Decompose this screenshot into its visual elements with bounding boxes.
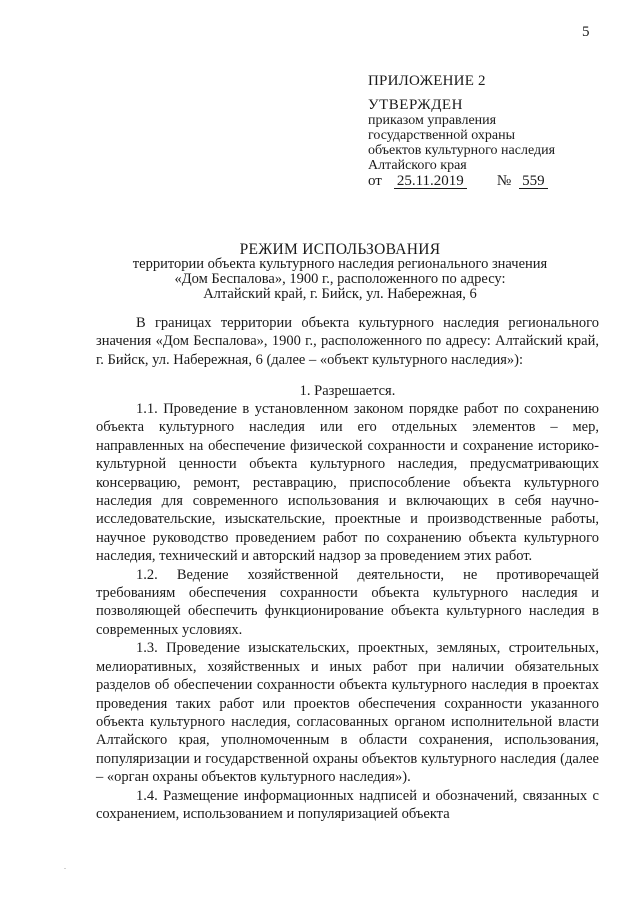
- approval-line: объектов культурного наследия: [368, 143, 556, 158]
- margin-mark: .: [64, 862, 66, 871]
- title-line: территории объекта культурного наследия регионального значения: [132, 256, 548, 272]
- item-paragraph: 1.3. Проведение изыскательских, проектных, земляных, строительных, мелиоративных, хозяйственных и иных работ при наличии обязательных разделов об обеспечении сохранности объекта культурного наследия в проектах проведения таких работ или проектов обеспечения сохранности указанного объекта культурного наследия, согласованных органом исполнительной власти Алтайского края, уполномоченным в области сохранения, использования, популяризации и государственной охраны объектов культурного наследия (далее – «орган охраны объектов культурного наследия»).: [96, 640, 599, 786]
- order-date-number-line: [368, 174, 618, 189]
- item-paragraph: 1.2. Ведение хозяйственной деятельности, не противоречащей требованиям обеспечения сохранности объекта культурного наследия и позволяющей обеспечить функционирование объекта культурного наследия в современных условиях.: [96, 566, 599, 638]
- approved-label: УТВЕРЖДЕН: [368, 97, 463, 113]
- title-line: «Дом Беспалова», 1900 г., расположенного по адресу:: [174, 271, 506, 287]
- section-heading: 1. Разрешается.: [299, 383, 396, 399]
- items-section: [96, 400, 599, 823]
- document-title: РЕЖИМ ИСПОЛЬЗОВАНИЯ: [239, 241, 441, 258]
- approval-line: государственной охраны: [368, 128, 516, 143]
- appendix-label: ПРИЛОЖЕНИЕ 2: [368, 73, 486, 89]
- approval-line: приказом управления: [368, 113, 497, 128]
- date-label: от: [368, 173, 382, 189]
- approval-line: Алтайского края: [368, 158, 467, 173]
- intro-section: [96, 314, 599, 369]
- order-number: 559: [519, 175, 548, 189]
- approval-stamp-block: [368, 74, 618, 189]
- page-number: 5: [582, 24, 590, 40]
- order-date: 25.11.2019: [394, 175, 467, 189]
- item-paragraph: 1.1. Проведение в установленном законом порядке работ по сохранению объекта культурного наследия или его отдельных элементов – мер, направленных на обеспечение физической сохранности и сохранение историко-культурной ценности объекта культурного наследия, предусматривающих консервацию, ремонт, реставрацию, приспособление объекта культурного наследия для современного использования и включающих в себя научно-исследовательские, изыскательские, проектные и производственные работы, научное руководство проведением работ по сохранению объекта культурного наследия, технический и авторский надзор за проведением этих работ.: [96, 401, 599, 565]
- document-title-block: [60, 242, 620, 302]
- item-paragraph: 1.4. Размещение информационных надписей и обозначений, связанных с сохранением, использованием и популяризацией объекта: [96, 787, 599, 822]
- title-line: Алтайский край, г. Бийск, ул. Набережная, 6: [203, 286, 477, 302]
- intro-paragraph: В границах территории объекта культурного наследия регионального значения «Дом Беспалова», 1900 г., расположенного по адресу: Алтайский край, г. Бийск, ул. Набережная, 6 (далее – «объект культурного наследия»):: [96, 315, 599, 368]
- number-label: №: [496, 173, 512, 189]
